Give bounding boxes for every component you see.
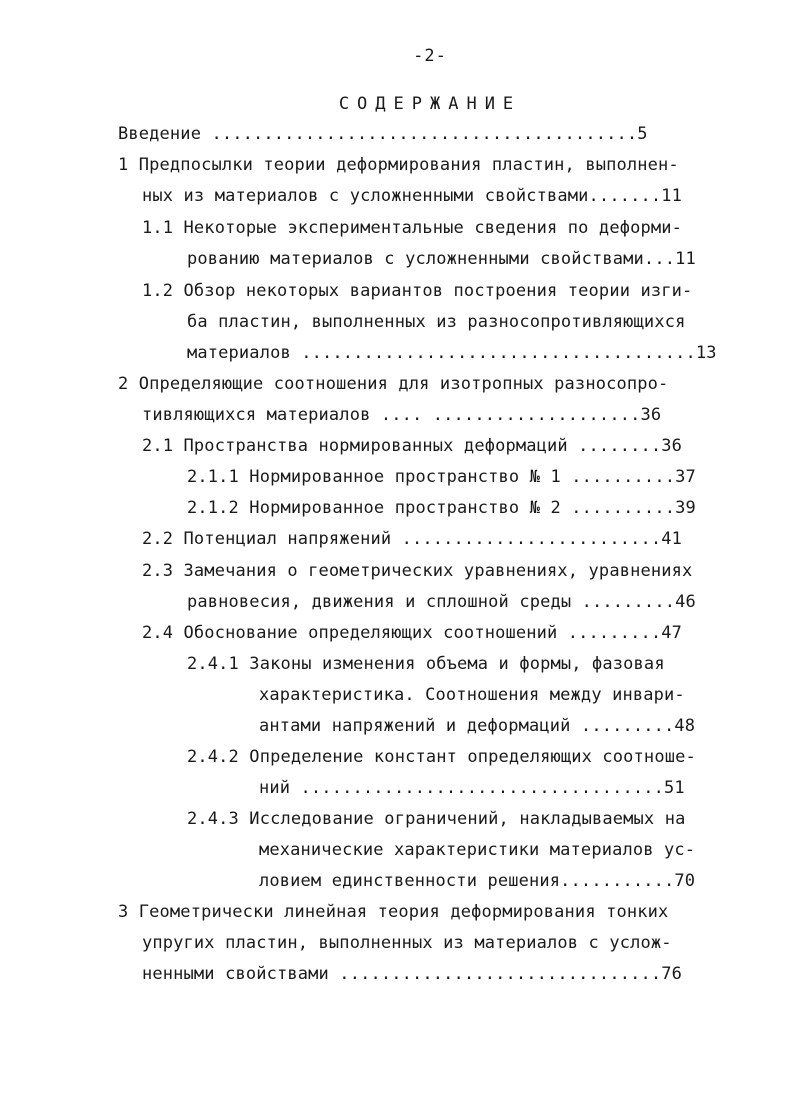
toc-line: рованию материалов с усложненными свойствами...11 bbox=[187, 249, 696, 269]
toc-line: равновесия, движения и сплошной среды .........46 bbox=[187, 592, 696, 612]
toc-line: 2.4 Обоснование определяющих соотношений .........47 bbox=[142, 623, 683, 643]
toc-line: ба пластин, выполненных из разносопротивляющихся bbox=[187, 312, 686, 332]
toc-line: 3 Геометрически линейная теория деформирования тонких bbox=[118, 902, 669, 922]
toc-line: 2.4.3 Исследование ограничений, накладываемых на bbox=[187, 809, 686, 829]
toc-line: 2.1 Пространства нормированных деформаций ........36 bbox=[142, 436, 683, 456]
toc-line: материалов ......................................13 bbox=[187, 343, 717, 363]
toc-line: ненными свойствами ...............................76 bbox=[142, 964, 683, 984]
toc-line: характеристика. Соотношения между инвари- bbox=[259, 685, 685, 705]
toc-line: упругих пластин, выполненных из материалов с услож- bbox=[142, 933, 672, 953]
toc-line: ний ...................................51 bbox=[259, 778, 685, 798]
toc-line: антами напряжений и деформаций .........48 bbox=[259, 716, 696, 736]
page-title: СОДЕРЖАНИЕ bbox=[338, 94, 522, 114]
toc-line: 2.3 Замечания о геометрических уравнениях, уравнениях bbox=[142, 561, 693, 581]
toc-line: 1 Предпосылки теории деформирования пластин, выполнен- bbox=[118, 155, 679, 175]
toc-line: ных из материалов с усложненными свойствами.......11 bbox=[142, 186, 683, 206]
page-number: -2- bbox=[413, 46, 447, 66]
toc-line: 1.1 Некоторые экспериментальные сведения по деформи- bbox=[142, 218, 683, 238]
toc-line: тивляющихся материалов .... ....................36 bbox=[142, 405, 662, 425]
toc-line: Введение .........................................5 bbox=[118, 124, 648, 144]
toc-line: 2 Определяющие соотношения для изотропных разносопро- bbox=[118, 374, 669, 394]
toc-line: 2.2 Потенциал напряжений .........................41 bbox=[142, 529, 683, 549]
toc-line: 2.4.2 Определение констант определяющих соотноше- bbox=[187, 747, 696, 767]
toc-line: 2.1.1 Нормированное пространство № 1 ..........37 bbox=[187, 467, 696, 487]
toc-line: ловием единственности решения...........70 bbox=[259, 871, 696, 891]
toc-line: механические характеристики материалов ус- bbox=[259, 840, 696, 860]
toc-line: 2.1.2 Нормированное пространство № 2 ..........39 bbox=[187, 498, 696, 518]
toc-line: 1.2 Обзор некоторых вариантов построения теории изги- bbox=[142, 281, 693, 301]
toc-line: 2.4.1 Законы изменения объема и формы, фазовая bbox=[187, 654, 665, 674]
